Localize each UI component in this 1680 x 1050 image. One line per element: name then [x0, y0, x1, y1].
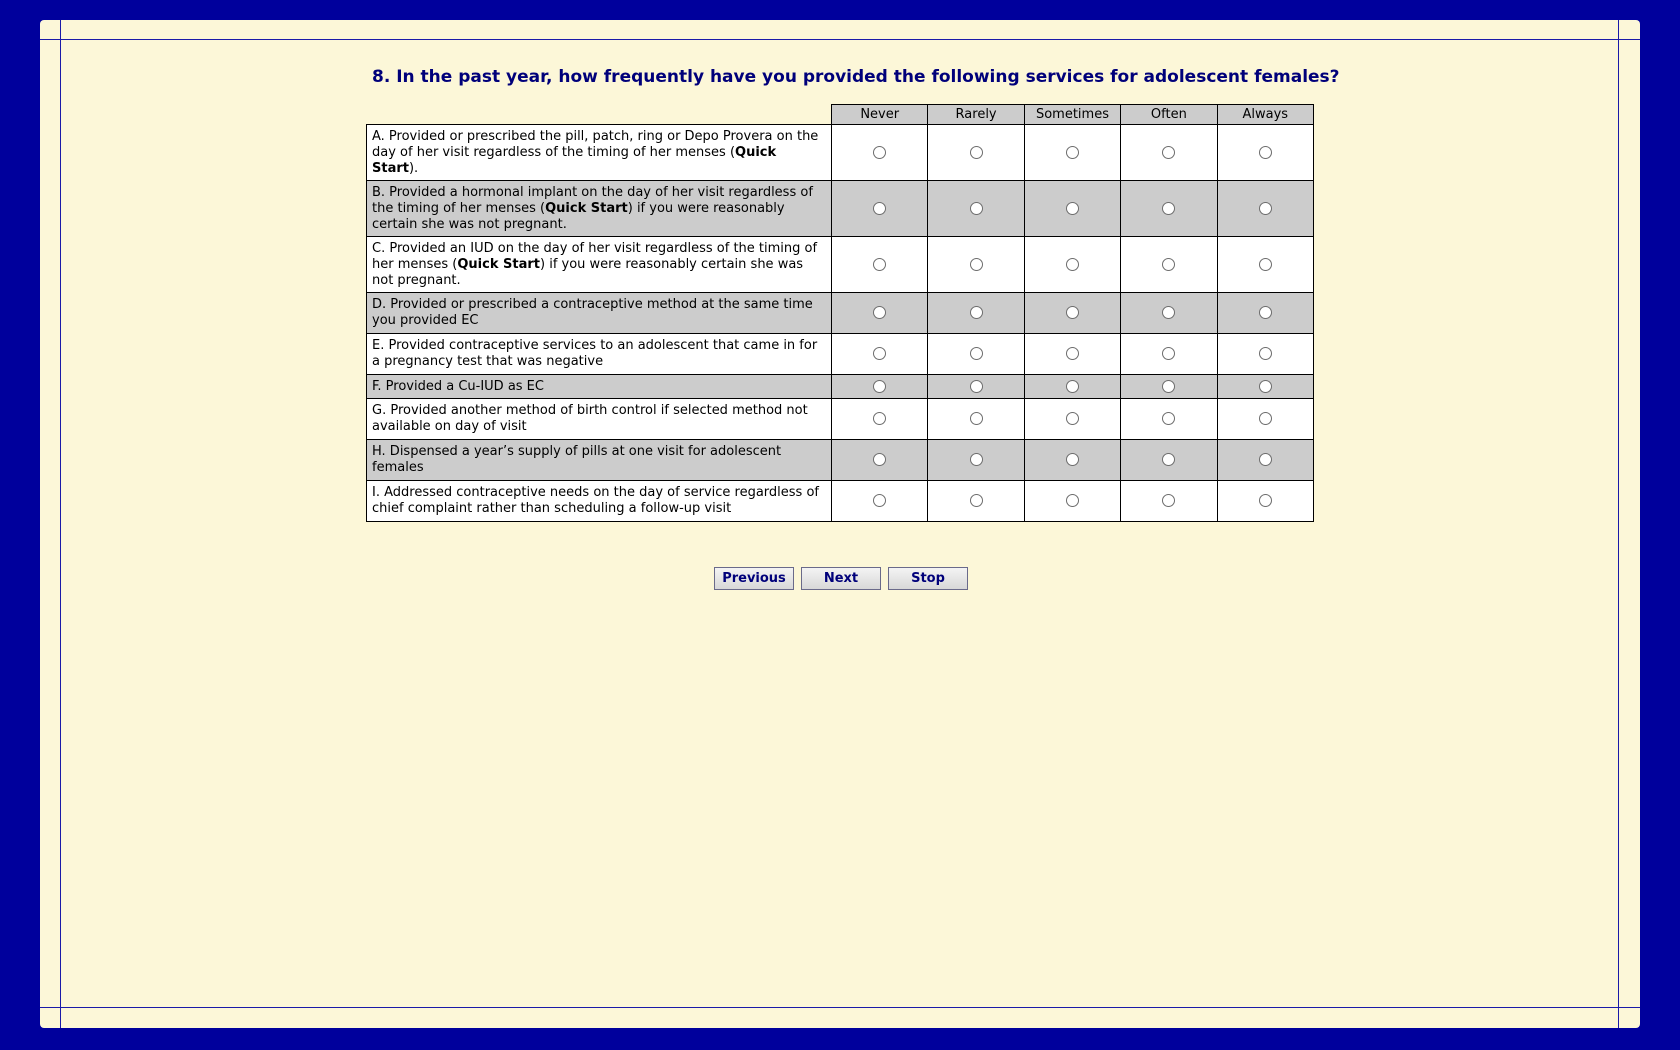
- row-label-e: [367, 334, 832, 375]
- radio-g-sometimes[interactable]: [1066, 412, 1079, 425]
- option-cell-f-often: [1121, 375, 1217, 399]
- row-label-i: [367, 481, 832, 522]
- option-cell-f-never: [832, 375, 928, 399]
- row-label-d: [367, 293, 832, 334]
- option-cell-c-often: [1121, 237, 1217, 293]
- row-label-f: [367, 375, 832, 399]
- row-label-text: B. Provided a hormonal implant on the day of her visit regardless of the timing of her menses (: [372, 184, 813, 216]
- frame-line-right: [1618, 20, 1619, 1028]
- radio-d-sometimes[interactable]: [1066, 306, 1079, 319]
- radio-f-rarely[interactable]: [970, 380, 983, 393]
- radio-a-always[interactable]: [1259, 146, 1272, 159]
- option-cell-c-rarely: [928, 237, 1024, 293]
- radio-b-often[interactable]: [1162, 202, 1175, 215]
- row-label-text-end: ).: [408, 160, 419, 176]
- option-cell-d-sometimes: [1024, 293, 1120, 334]
- grid-row-i: [367, 481, 1314, 522]
- radio-d-often[interactable]: [1162, 306, 1175, 319]
- column-header-always: Always: [1217, 105, 1313, 125]
- option-cell-e-always: [1217, 334, 1313, 375]
- row-label-text: D. Provided or prescribed a contraceptive method at the same time you provided EC: [372, 297, 813, 328]
- radio-d-never[interactable]: [873, 306, 886, 319]
- row-label-text: F. Provided a Cu-IUD as EC: [372, 378, 544, 394]
- row-label-h: [367, 440, 832, 481]
- option-cell-h-always: [1217, 440, 1313, 481]
- radio-f-always[interactable]: [1259, 380, 1272, 393]
- option-cell-f-rarely: [928, 375, 1024, 399]
- option-cell-g-rarely: [928, 399, 1024, 440]
- radio-i-often[interactable]: [1162, 494, 1175, 507]
- radio-b-rarely[interactable]: [970, 202, 983, 215]
- radio-i-never[interactable]: [873, 494, 886, 507]
- stop-button[interactable]: Stop: [888, 567, 968, 590]
- option-cell-f-sometimes: [1024, 375, 1120, 399]
- radio-i-sometimes[interactable]: [1066, 494, 1079, 507]
- frame-line-left: [60, 20, 61, 1028]
- option-cell-g-often: [1121, 399, 1217, 440]
- option-cell-c-never: [832, 237, 928, 293]
- row-label-text: C. Provided an IUD on the day of her visit regardless of the timing of her menses (: [372, 240, 818, 272]
- option-cell-e-sometimes: [1024, 334, 1120, 375]
- radio-e-sometimes[interactable]: [1066, 347, 1079, 360]
- radio-e-rarely[interactable]: [970, 347, 983, 360]
- option-cell-d-often: [1121, 293, 1217, 334]
- radio-c-rarely[interactable]: [970, 258, 983, 271]
- radio-g-never[interactable]: [873, 412, 886, 425]
- option-cell-h-sometimes: [1024, 440, 1120, 481]
- grid-row-b: [367, 181, 1314, 237]
- radio-e-always[interactable]: [1259, 347, 1272, 360]
- grid-row-f: [367, 375, 1314, 399]
- radio-b-always[interactable]: [1259, 202, 1272, 215]
- option-cell-a-always: [1217, 125, 1313, 181]
- radio-c-sometimes[interactable]: [1066, 258, 1079, 271]
- option-cell-h-often: [1121, 440, 1217, 481]
- radio-e-never[interactable]: [873, 347, 886, 360]
- grid-row-h: [367, 440, 1314, 481]
- option-cell-b-often: [1121, 181, 1217, 237]
- option-cell-e-never: [832, 334, 928, 375]
- radio-a-rarely[interactable]: [970, 146, 983, 159]
- option-cell-g-always: [1217, 399, 1313, 440]
- column-header-sometimes: Sometimes: [1024, 105, 1120, 125]
- row-label-text: G. Provided another method of birth control if selected method not available on day of visit: [372, 403, 808, 434]
- radio-b-never[interactable]: [873, 202, 886, 215]
- question-title: 8. In the past year, how frequently have you provided the following services for adolescent females?: [372, 67, 1340, 87]
- option-cell-d-always: [1217, 293, 1313, 334]
- grid-header-row: [367, 105, 1314, 125]
- radio-g-often[interactable]: [1162, 412, 1175, 425]
- response-grid: [366, 104, 1314, 522]
- row-label-text: I. Addressed contraceptive needs on the day of service regardless of chief complaint rather than scheduling a follow-up visit: [372, 485, 819, 516]
- row-label-a: [367, 125, 832, 181]
- option-cell-b-rarely: [928, 181, 1024, 237]
- grid-row-e: [367, 334, 1314, 375]
- option-cell-c-sometimes: [1024, 237, 1120, 293]
- radio-a-often[interactable]: [1162, 146, 1175, 159]
- row-label-text-end: ) if you were reasonably certain she was not pregnant.: [372, 256, 804, 288]
- option-cell-b-sometimes: [1024, 181, 1120, 237]
- option-cell-a-never: [832, 125, 928, 181]
- radio-h-never[interactable]: [873, 453, 886, 466]
- option-cell-h-rarely: [928, 440, 1024, 481]
- radio-h-always[interactable]: [1259, 453, 1272, 466]
- grid-row-a: [367, 125, 1314, 181]
- option-cell-a-sometimes: [1024, 125, 1120, 181]
- option-cell-i-rarely: [928, 481, 1024, 522]
- option-cell-e-rarely: [928, 334, 1024, 375]
- option-cell-d-never: [832, 293, 928, 334]
- radio-c-never[interactable]: [873, 258, 886, 271]
- row-label-text: H. Dispensed a year’s supply of pills at one visit for adolescent females: [372, 444, 782, 475]
- row-label-text: A. Provided or prescribed the pill, patch, ring or Depo Provera on the day of her visit regardless of the timing of her menses (: [372, 128, 819, 160]
- option-cell-d-rarely: [928, 293, 1024, 334]
- radio-d-always[interactable]: [1259, 306, 1272, 319]
- radio-i-always[interactable]: [1259, 494, 1272, 507]
- radio-a-never[interactable]: [873, 146, 886, 159]
- option-cell-i-often: [1121, 481, 1217, 522]
- option-cell-f-always: [1217, 375, 1313, 399]
- option-cell-h-never: [832, 440, 928, 481]
- frame-line-bottom: [40, 1007, 1640, 1008]
- previous-button[interactable]: Previous: [714, 567, 794, 590]
- navigation-buttons: [714, 567, 968, 590]
- next-button[interactable]: Next: [801, 567, 881, 590]
- grid-row-g: [367, 399, 1314, 440]
- option-cell-b-always: [1217, 181, 1313, 237]
- row-label-emphasis: Quick Start: [457, 256, 540, 272]
- radio-a-sometimes[interactable]: [1066, 146, 1079, 159]
- row-label-c: [367, 237, 832, 293]
- radio-f-never[interactable]: [873, 380, 886, 393]
- column-header-rarely: Rarely: [928, 105, 1024, 125]
- radio-g-rarely[interactable]: [970, 412, 983, 425]
- option-cell-a-rarely: [928, 125, 1024, 181]
- row-label-emphasis: Quick Start: [372, 144, 777, 176]
- option-cell-i-sometimes: [1024, 481, 1120, 522]
- grid-header-blank: [367, 105, 832, 125]
- column-header-often: Often: [1121, 105, 1217, 125]
- option-cell-i-always: [1217, 481, 1313, 522]
- radio-e-often[interactable]: [1162, 347, 1175, 360]
- radio-b-sometimes[interactable]: [1066, 202, 1079, 215]
- row-label-emphasis: Quick Start: [545, 200, 628, 216]
- row-label-text: E. Provided contraceptive services to an adolescent that came in for a pregnancy test that was negative: [372, 338, 818, 369]
- grid-row-d: [367, 293, 1314, 334]
- radio-c-often[interactable]: [1162, 258, 1175, 271]
- option-cell-g-sometimes: [1024, 399, 1120, 440]
- option-cell-g-never: [832, 399, 928, 440]
- column-header-never: Never: [832, 105, 928, 125]
- radio-f-often[interactable]: [1162, 380, 1175, 393]
- radio-h-sometimes[interactable]: [1066, 453, 1079, 466]
- frame-line-top: [40, 39, 1640, 40]
- radio-i-rarely[interactable]: [970, 494, 983, 507]
- radio-h-often[interactable]: [1162, 453, 1175, 466]
- option-cell-b-never: [832, 181, 928, 237]
- option-cell-i-never: [832, 481, 928, 522]
- survey-page: [40, 20, 1640, 1028]
- row-label-text-end: ) if you were reasonably certain she was not pregnant.: [372, 200, 785, 232]
- radio-f-sometimes[interactable]: [1066, 380, 1079, 393]
- radio-c-always[interactable]: [1259, 258, 1272, 271]
- radio-h-rarely[interactable]: [970, 453, 983, 466]
- grid-row-c: [367, 237, 1314, 293]
- row-label-g: [367, 399, 832, 440]
- option-cell-a-often: [1121, 125, 1217, 181]
- radio-d-rarely[interactable]: [970, 306, 983, 319]
- option-cell-c-always: [1217, 237, 1313, 293]
- row-label-b: [367, 181, 832, 237]
- radio-g-always[interactable]: [1259, 412, 1272, 425]
- option-cell-e-often: [1121, 334, 1217, 375]
